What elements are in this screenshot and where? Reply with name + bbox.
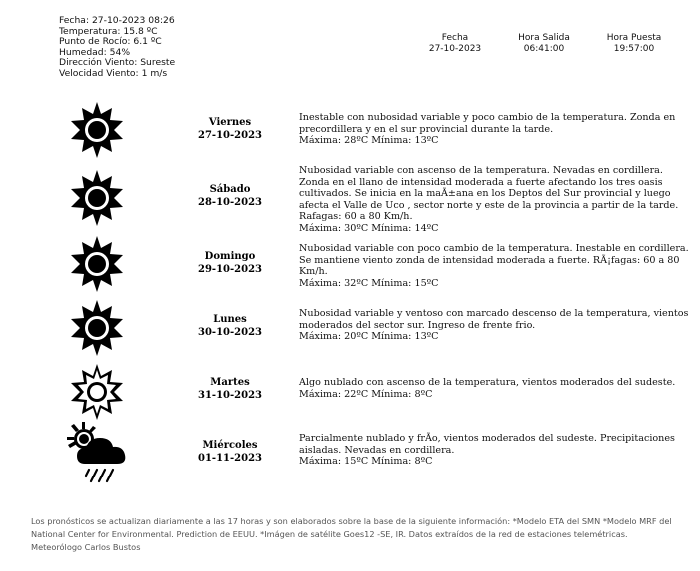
day-name: Miércoles xyxy=(202,440,258,451)
forecast-day xyxy=(185,314,275,339)
sunset-label: Hora Puesta xyxy=(606,33,662,43)
sunset xyxy=(594,33,674,55)
forecast-temps: Máxima: 15ºC Mínima: 8ºC xyxy=(299,456,433,467)
forecast-description xyxy=(299,112,694,147)
current-wind-speed: Velocidad Viento: 1 m/s xyxy=(59,67,168,79)
day-name: Sábado xyxy=(209,184,251,195)
forecast-text: Algo nublado con ascenso de la temperatura, vientos moderados del sudeste. xyxy=(299,377,676,388)
forecast-description xyxy=(299,433,694,468)
forecast-day xyxy=(185,440,275,465)
forecast-temps: Máxima: 32ºC Mínima: 15ºC xyxy=(299,277,439,289)
sun-date-value: 27-10-2023 xyxy=(428,44,482,54)
sun-icon xyxy=(67,168,127,228)
sunrise-value: 06:41:00 xyxy=(523,44,565,54)
forecast-description xyxy=(299,165,694,234)
forecast-day xyxy=(185,117,275,142)
sun-icon xyxy=(67,234,127,294)
current-wind-direction: Dirección Viento: Sureste xyxy=(59,57,176,69)
sunrise xyxy=(504,33,584,55)
day-date: 30-10-2023 xyxy=(198,326,262,338)
current-temperature: Temperatura: 15.8 ºC xyxy=(59,25,158,37)
forecast-day xyxy=(185,251,275,276)
forecast-temps: Máxima: 28ºC Mínima: 13ºC xyxy=(299,135,439,146)
forecast-text: Nubosidad variable con ascenso de la temperatura. Nevadas en cordillera. Zonda en el llano de intensidad moderada a fuerte afectando los tres oasis cultivados. Se inicia en la maÃ±ana en los Deptos del Sur provincial y luego afecta el Valle de Uco , sector norte y este de la provincia a partir de la tarde. Rafagas: 60 a 80 Km/h. xyxy=(299,165,679,222)
forecast-description xyxy=(299,308,694,343)
forecast-text: Inestable con nubosidad variable y poco cambio de la temperatura. Zonda en precordillera y en el sur provincial durante la tarde. xyxy=(299,112,676,135)
day-date: 27-10-2023 xyxy=(198,129,262,141)
day-name: Viernes xyxy=(208,117,252,128)
sun-cloud-rain-icon xyxy=(67,422,127,482)
forecast-text: Nubosidad variable con poco cambio de la temperatura. Inestable en cordillera. Se mantiene viento zonda de intensidad moderada a fuerte. RÃ¡fagas: 60 a 80 Km/h. xyxy=(299,243,689,277)
day-date: 31-10-2023 xyxy=(198,389,262,401)
sun-date-label: Fecha xyxy=(441,33,469,43)
sun-outline-icon xyxy=(67,362,127,422)
sunset-value: 19:57:00 xyxy=(613,44,655,54)
current-dew-point: Punto de Rocío: 6.1 ºC xyxy=(59,36,162,48)
sun-date xyxy=(415,33,495,55)
day-date: 28-10-2023 xyxy=(198,196,262,208)
forecast-day xyxy=(185,377,275,402)
footer-text: Los pronósticos se actualizan diariamente a las 17 horas y son elaborados sobre la base de la siguiente información: *Modelo ETA del SMN *Modelo MRF del National Center for Environmental. Prediction de EEUU. *Imágen de satélite Goes12 -SE, IR. Datos extraídos de la red de estaciones telemétricas. xyxy=(31,516,672,539)
day-date: 29-10-2023 xyxy=(198,263,262,275)
forecast-description xyxy=(299,377,694,400)
forecast-temps: Máxima: 22ºC Mínima: 8ºC xyxy=(299,388,433,400)
day-name: Domingo xyxy=(204,251,256,262)
forecast-day xyxy=(185,184,275,209)
sun-icon xyxy=(67,298,127,358)
footer-author: Meteorólogo Carlos Bustos xyxy=(31,541,141,552)
current-conditions xyxy=(59,16,175,80)
day-date: 01-11-2023 xyxy=(198,452,262,464)
footer xyxy=(31,515,691,553)
sunrise-label: Hora Salida xyxy=(518,33,570,43)
forecast-text: Nubosidad variable y ventoso con marcado descenso de la temperatura, vientos moderados del sector sur. Ingreso de frente frio. xyxy=(299,308,689,331)
current-date: Fecha: 27-10-2023 08:26 xyxy=(59,15,175,26)
sun-icon xyxy=(67,100,127,160)
day-name: Lunes xyxy=(213,314,247,325)
forecast-temps: Máxima: 20ºC Mínima: 13ºC xyxy=(299,331,439,342)
day-name: Martes xyxy=(210,377,250,388)
forecast-temps: Máxima: 30ºC Mínima: 14ºC xyxy=(299,222,439,234)
current-humidity: Humedad: 54% xyxy=(59,46,131,58)
forecast-description xyxy=(299,243,694,289)
forecast-text: Parcialmente nublado y frÃo, vientos moderados del sudeste. Precipitaciones aisladas. Nevadas en cordillera. xyxy=(299,433,675,456)
